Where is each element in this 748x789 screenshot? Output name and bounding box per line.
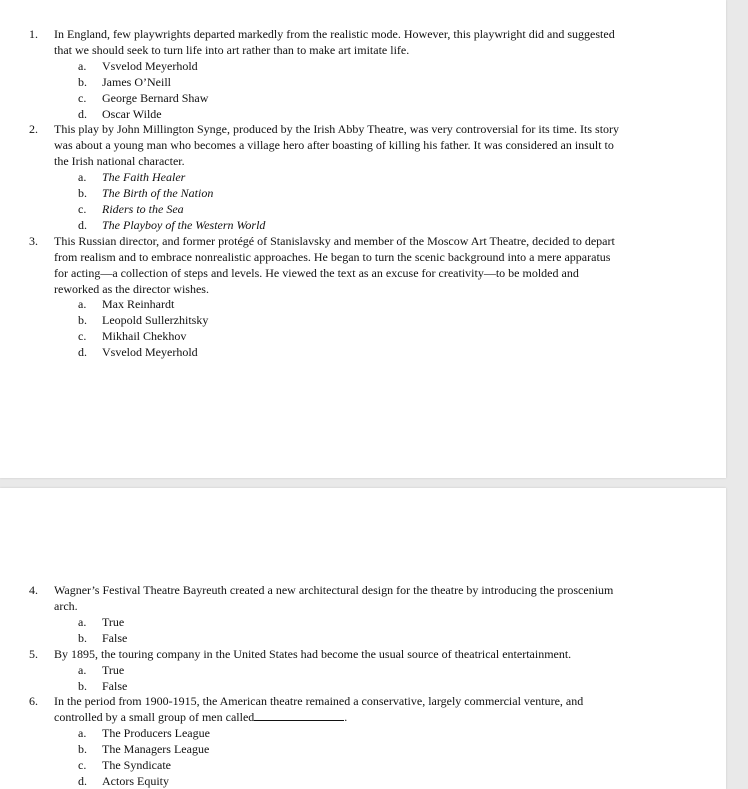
question-number: 4. <box>29 583 38 597</box>
question-number: 5. <box>29 647 38 661</box>
choice-letter: a. <box>78 726 87 740</box>
choice-letter: d. <box>78 774 87 788</box>
choice-text: The Managers League <box>102 742 210 756</box>
choice-letter: a. <box>78 615 87 629</box>
choice-letter: b. <box>78 186 87 200</box>
choice-text: George Bernard Shaw <box>102 91 209 105</box>
choice-letter: b. <box>78 313 87 327</box>
choice-text: Oscar Wilde <box>102 107 162 121</box>
choice-letter: c. <box>78 91 87 105</box>
question-text-before-blank: In the period from 1900-1915, the American theatre remained a conservative, largely commercial venture, and controlled by a small group of men called <box>54 694 584 724</box>
choice-letter: b. <box>78 679 87 693</box>
choice-text: Riders to the Sea <box>102 202 184 216</box>
choice-letter: b. <box>78 742 87 756</box>
choice-letter: b. <box>78 631 87 645</box>
choice-text: Mikhail Chekhov <box>102 329 187 343</box>
answer-blank <box>254 709 344 721</box>
choice-letter: d. <box>78 107 87 121</box>
choice-text: False <box>102 679 128 693</box>
choice-letter: c. <box>78 202 87 216</box>
choice-text: Vsvelod Meyerhold <box>102 345 198 359</box>
question-text: This Russian director, and former protégé of Stanislavsky and member of the Moscow Art Theatre, decided to depart from realism and to embrace nonrealistic approaches. He began to turn the scenic background into a mere apparatus for acting—a collection of steps and levels. He viewed the text as an excuse for creativity—to be molded and reworked as the director wishes. <box>54 234 615 296</box>
choice-text: The Playboy of the Western World <box>102 218 266 232</box>
choice-letter: a. <box>78 170 87 184</box>
question-number: 6. <box>29 694 38 708</box>
choice-text: The Syndicate <box>102 758 171 772</box>
choice-letter: a. <box>78 297 87 311</box>
document-page-2 <box>0 488 726 789</box>
question-text: In England, few playwrights departed markedly from the realistic mode. However, this playwright did and suggested that we should seek to turn life into art rather than to make art imitate life. <box>54 27 615 57</box>
question-text-after-blank: . <box>344 710 348 724</box>
choice-text: Leopold Sullerzhitsky <box>102 313 209 327</box>
question-number: 3. <box>29 234 38 248</box>
question-text: This play by John Millington Synge, produced by the Irish Abby Theatre, was very controversial for its time. Its story was about a young man who becomes a village hero after boasting of killing his father. It was considered an insult to the Irish national character. <box>54 122 620 168</box>
question-number: 1. <box>29 27 38 41</box>
choice-text: Max Reinhardt <box>102 297 175 311</box>
question-text: Wagner’s Festival Theatre Bayreuth created a new architectural design for the theatre by introducing the proscenium arch. <box>54 583 614 613</box>
question-number: 2. <box>29 122 38 136</box>
choice-letter: c. <box>78 758 87 772</box>
choice-letter: c. <box>78 329 87 343</box>
choice-text: True <box>102 663 125 677</box>
question-text: By 1895, the touring company in the United States had become the usual source of theatrical entertainment. <box>54 647 572 661</box>
choice-text: James O’Neill <box>102 75 171 89</box>
choice-letter: d. <box>78 218 87 232</box>
choice-text: The Birth of the Nation <box>102 186 214 200</box>
choice-text: True <box>102 615 125 629</box>
choice-letter: d. <box>78 345 87 359</box>
choice-letter: a. <box>78 59 87 73</box>
choice-text: The Faith Healer <box>102 170 186 184</box>
choice-letter: a. <box>78 663 87 677</box>
choice-text: Vsvelod Meyerhold <box>102 59 198 73</box>
choice-text: The Producers League <box>102 726 210 740</box>
question-text <box>54 693 620 725</box>
choice-text: False <box>102 631 128 645</box>
choice-text: Actors Equity <box>102 774 169 788</box>
choice-letter: b. <box>78 75 87 89</box>
